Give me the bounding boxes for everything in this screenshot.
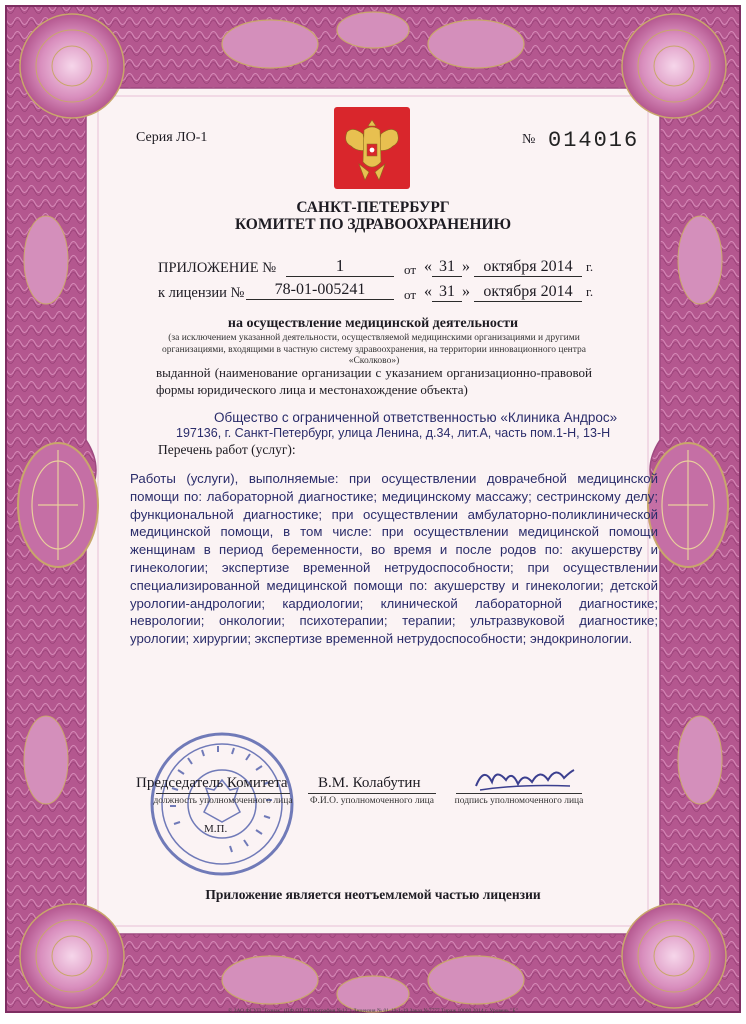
title-city: САНКТ-ПЕТЕРБУРГ — [296, 199, 450, 216]
handwritten-signature-icon — [470, 762, 580, 796]
license-year-suffix: г. — [586, 284, 594, 299]
appendix-day: 31 — [432, 258, 462, 277]
signatory-position: Председатель Комитета — [136, 775, 288, 791]
signatory-name: В.М. Колабутин — [318, 775, 421, 791]
organization-address: 197136, г. Санкт-Петербург, улица Ленина, д.34, лит.А, часть пом.1-Н, 13-Н — [176, 426, 611, 440]
activity-title: на осуществление медицинской деятельности — [227, 316, 519, 331]
license-day: 31 — [432, 283, 462, 302]
sign-caption: подпись уполномоченного лица — [454, 796, 584, 806]
coat-of-arms-icon — [333, 106, 411, 190]
organization-name: Общество с ограниченной ответственностью «Клиника Андрос» — [214, 410, 618, 425]
license-date: « 31 » октября 2014 г. — [424, 283, 594, 300]
license-number: 78-01-005241 — [246, 281, 394, 300]
sign-line — [456, 793, 582, 794]
appendix-from: от — [404, 262, 417, 277]
number-sign: № — [522, 132, 536, 147]
position-line — [156, 793, 290, 794]
license-label: к лицензии № — [158, 285, 245, 301]
appendix-label: ПРИЛОЖЕНИЕ № — [158, 260, 277, 276]
license-from: от — [404, 287, 417, 302]
appendix-number: 1 — [286, 256, 394, 277]
title-committee: КОМИТЕТ ПО ЗДРАВООХРАНЕНИЮ — [234, 216, 512, 233]
license-serial-number: 014016 — [548, 128, 640, 153]
appendix-month-year: октября 2014 — [474, 258, 582, 277]
series-label: Серия ЛО-1 — [136, 130, 208, 145]
issued-caption: выданной (наименование организации с указанием организационно-правовой формы юридического лица и местонахождение объекта) — [156, 365, 592, 397]
activity-note: (за исключением указанной деятельности, осуществляемой медицинскими организациями и другими организациями, входящими в частную систему здравоохранения, на территории инновационного центра «Сколково») — [162, 333, 586, 366]
printer-info: © ЗАО ФГУП "Гознак" (ПФ ОП "Типография №12") Лицензия № 01-19-1-19 Заказ №7777 Тираж 10000 2014 г. Уровень "Б" — [228, 1008, 518, 1014]
position-caption: должность уполномоченного лица — [153, 796, 293, 806]
works-list: Работы (услуги), выполняемые: при осуществлении доврачебной медицинской помощи по: лабораторной диагностике; медицинскому массажу; сестринскому делу; функциональной диагностике; при осуществлении амбулаторно-поликлинической медицинской помощи, в том числе: при осуществлении медицинской помощи женщинам в период беременности, во время и после родов по: акушерству и гинекологии; экспертизе временной нетрудоспособности; при осуществлении специализированной медицинской помощи по: акушерству и гинекологии; детской урологии-андрологии; кардиологии; клинической лабораторной диагностике; неврологии; онкологии; психотерапии; терапии; ультразвуковой диагностике; урологии; хирургии; экспертизе временной нетрудоспособности; эндокринологии. — [130, 471, 658, 647]
name-caption: Ф.И.О. уполномоченного лица — [310, 796, 434, 806]
appendix-footer-note: Приложение является неотъемлемой частью лицензии — [205, 887, 541, 902]
seal-place-mark: М.П. — [204, 823, 228, 835]
appendix-date: « 31 » октября 2014 г. — [424, 258, 594, 275]
license-month-year: октября 2014 — [474, 283, 582, 302]
appendix-year-suffix: г. — [586, 259, 594, 274]
name-line — [308, 793, 436, 794]
works-label: Перечень работ (услуг): — [158, 442, 296, 457]
